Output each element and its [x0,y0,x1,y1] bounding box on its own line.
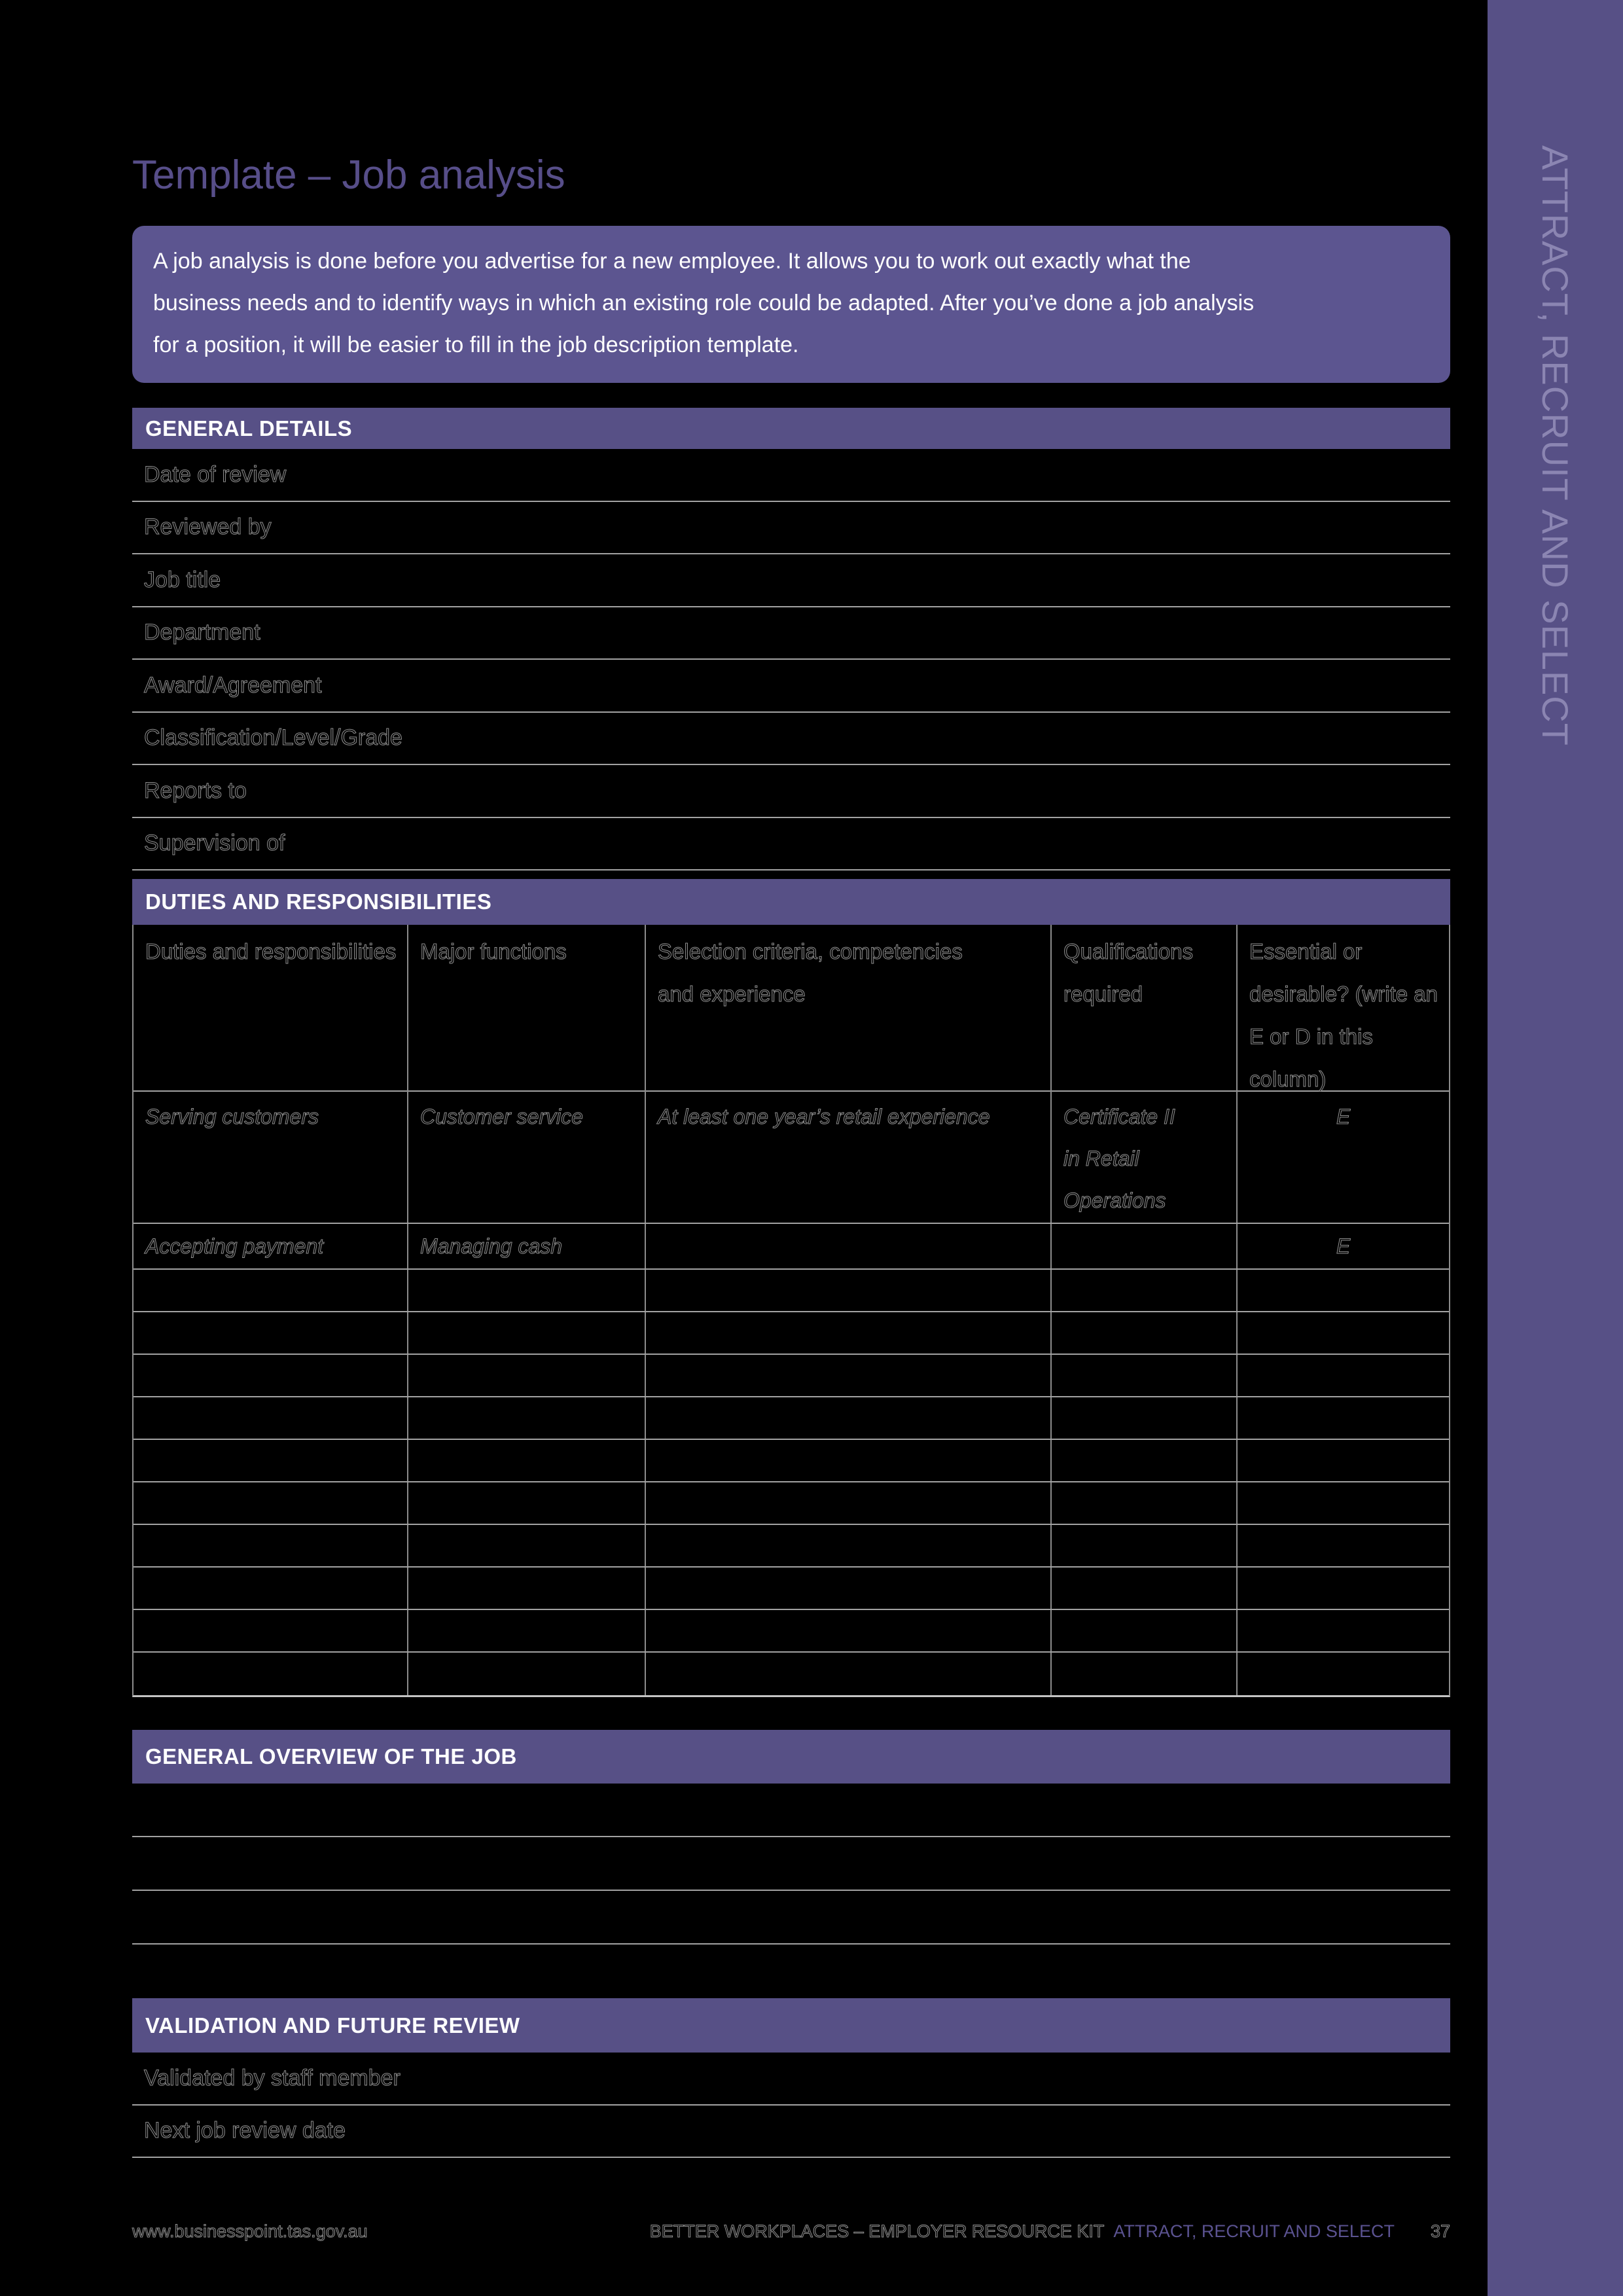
field-row-validated-by [132,2053,1450,2106]
validation-form [132,2053,1450,2158]
field-row-job-title [132,554,1450,607]
blank-cell [1052,1312,1238,1354]
blank-cell [134,1355,408,1396]
duties-blank-row [134,1525,1449,1568]
blank-cell [1052,1397,1238,1439]
footer-right-group [650,2220,1450,2242]
field-row-date-of-review [132,449,1450,502]
overview-blank-line [132,1784,1450,1837]
field-label: Reviewed by [144,514,272,540]
blank-cell [1052,1525,1238,1566]
field-row-reviewed-by [132,502,1450,555]
overview-blank-line [132,1891,1450,1945]
column-header-major-functions: Major functions [408,925,646,1100]
blank-cell [134,1653,408,1695]
field-label: Reports to [144,778,247,803]
sidebar-section-label: ATTRACT, RECRUIT AND SELECT [1535,145,1576,746]
blank-cell [1238,1653,1449,1695]
blank-cell [1052,1355,1238,1396]
overview-blank-line [132,1837,1450,1891]
field-label: Award/Agreement [144,672,322,698]
field-label: Supervision of [144,831,285,856]
footer-url: www.businesspoint.tas.gov.au [132,2221,368,2241]
general-details-form [132,449,1450,870]
duties-blank-row [134,1653,1449,1695]
blank-cell [134,1568,408,1609]
duties-heading: DUTIES AND RESPONSIBILITIES [132,879,1450,925]
blank-cell [1052,1270,1238,1311]
blank-cell [134,1312,408,1354]
duties-blank-row [134,1270,1449,1312]
blank-cell [1238,1610,1449,1651]
overview-write-in-area [132,1784,1450,1945]
field-label: Classification/Level/Grade [144,725,402,751]
field-label: Job title [144,567,221,592]
page-title: Template – Job analysis [132,152,565,198]
blank-cell [408,1355,646,1396]
overview-heading: GENERAL OVERVIEW OF THE JOB [132,1730,1450,1784]
field-row-department [132,607,1450,660]
blank-cell [134,1397,408,1439]
duties-example-row-1 [134,1092,1449,1224]
blank-cell [408,1653,646,1695]
cell-selection-criteria [646,1224,1052,1268]
blank-cell [646,1397,1052,1439]
duties-blank-row [134,1355,1449,1397]
field-row-supervision-of [132,818,1450,871]
field-label: Department [144,620,260,645]
field-label: Date of review [144,461,287,487]
blank-cell [408,1610,646,1651]
blank-cell [1238,1397,1449,1439]
blank-cell [1238,1270,1449,1311]
blank-cell [1238,1440,1449,1481]
duties-blank-row [134,1440,1449,1482]
blank-cell [1238,1525,1449,1566]
blank-cell [134,1610,408,1651]
blank-cell [1052,1610,1238,1651]
field-row-classification [132,713,1450,766]
blank-cell [408,1568,646,1609]
blank-cell [646,1610,1052,1651]
blank-cell [1238,1355,1449,1396]
blank-cell [646,1440,1052,1481]
field-row-award-agreement [132,660,1450,713]
blank-cell [646,1312,1052,1354]
column-header-selection-criteria: Selection criteria, competencies and experience [646,925,1052,1100]
blank-cell [408,1270,646,1311]
cell-duty: Accepting payment [134,1224,408,1268]
duties-table [132,925,1450,1697]
blank-cell [1238,1568,1449,1609]
duties-example-row-2 [134,1224,1449,1270]
page-footer [132,2220,1450,2242]
blank-cell [1238,1482,1449,1524]
field-row-next-review-date [132,2106,1450,2159]
blank-cell [1052,1653,1238,1695]
blank-cell [1238,1312,1449,1354]
intro-panel [132,226,1450,383]
blank-cell [646,1270,1052,1311]
duties-blank-row [134,1312,1449,1355]
blank-cell [408,1312,646,1354]
intro-line-1: A job analysis is done before you advertise for a new employee. It allows you to work out exactly what the [153,249,1191,274]
field-label: Validated by staff member [144,2065,401,2090]
blank-cell [1052,1482,1238,1524]
sidebar-band [1488,0,1623,2296]
blank-cell [134,1440,408,1481]
general-details-heading: GENERAL DETAILS [132,408,1450,449]
footer-page-number: 37 [1430,2221,1450,2241]
cell-essential-flag: E [1336,1105,1351,1128]
blank-cell [646,1525,1052,1566]
intro-line-3: for a position, it will be easier to fill in the job description template. [153,332,799,357]
footer-kit-title: BETTER WORKPLACES – EMPLOYER RESOURCE KIT [649,2221,1105,2241]
duties-blank-row [134,1397,1449,1440]
blank-cell [408,1525,646,1566]
cell-qualifications: Certificate II in Retail Operations [1052,1092,1238,1223]
cell-essential-flag: E [1336,1234,1351,1258]
column-header-qualifications: Qualifications required [1052,925,1238,1100]
blank-cell [408,1482,646,1524]
field-label: Next job review date [144,2118,346,2144]
page-content [132,0,1450,2158]
column-header-essential-desirable: Essential or desirable? (write an E or D in this column) [1249,939,1438,1091]
blank-cell [1052,1568,1238,1609]
intro-line-2: business needs and to identify ways in which an existing role could be adapted. After you’ve done a job analysis [153,291,1255,315]
blank-cell [1052,1440,1238,1481]
cell-major-function: Customer service [408,1092,646,1223]
blank-cell [408,1397,646,1439]
blank-cell [134,1525,408,1566]
column-header-duties: Duties and responsibilities [134,925,408,1100]
footer-section-name: ATTRACT, RECRUIT AND SELECT [1113,2221,1395,2241]
duties-blank-row [134,1482,1449,1525]
blank-cell [646,1653,1052,1695]
field-row-reports-to [132,765,1450,818]
duties-blank-row [134,1568,1449,1610]
blank-cell [646,1568,1052,1609]
cell-selection-criteria: At least one year’s retail experience [646,1092,1052,1223]
duties-blank-row [134,1610,1449,1653]
validation-heading: VALIDATION AND FUTURE REVIEW [132,1998,1450,2053]
blank-cell [134,1270,408,1311]
cell-major-function: Managing cash [408,1224,646,1268]
blank-cell [646,1355,1052,1396]
blank-cell [646,1482,1052,1524]
blank-cell [134,1482,408,1524]
duties-header-row [134,925,1449,1092]
cell-duty: Serving customers [134,1092,408,1223]
blank-cell [408,1440,646,1481]
cell-qualifications [1052,1224,1238,1268]
